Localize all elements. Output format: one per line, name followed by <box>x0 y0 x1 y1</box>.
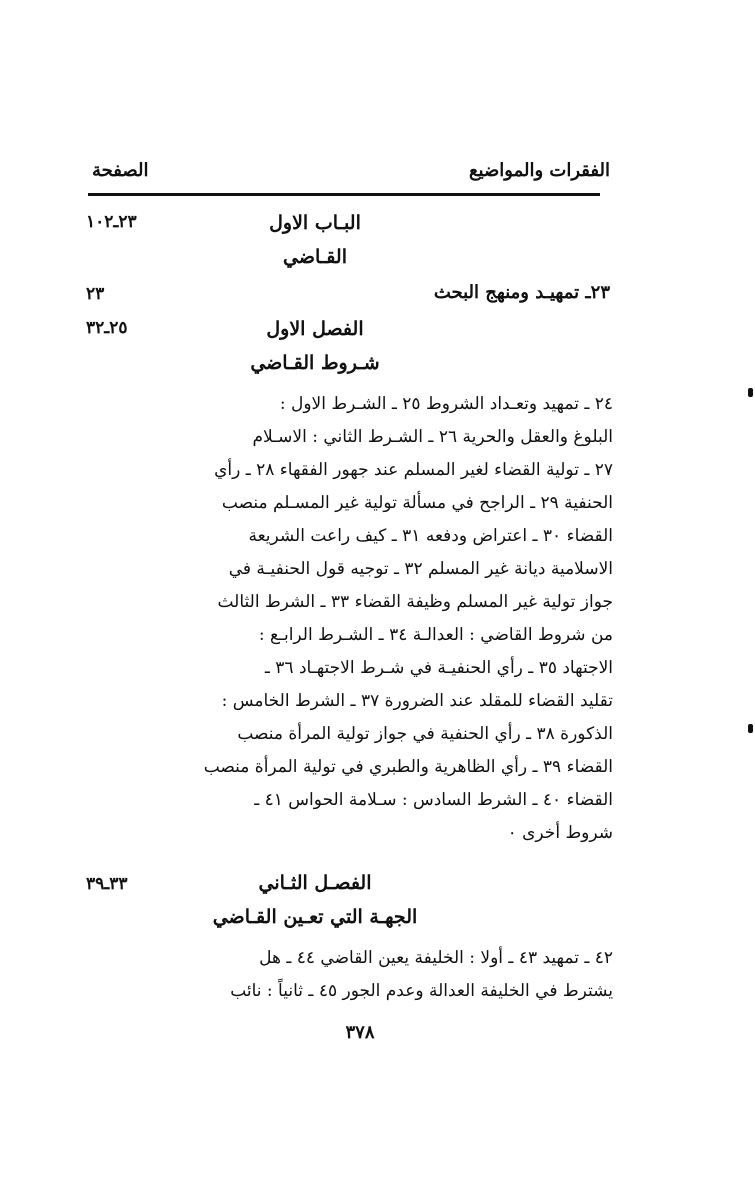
part-pages: ٢٣ـ١٠٢ <box>86 212 137 232</box>
content-line: يشترط في الخليفة العدالة وعدم الجور ٤٥ ـ ثانياً : نائب <box>230 981 613 1001</box>
intro-title: ٢٣ـ تمهيـد ومنهج البحث <box>433 282 610 303</box>
column-header-page: الصفحة <box>92 160 149 181</box>
page-number: ٣٧٨ <box>345 1022 375 1043</box>
content-line: ٢٧ ـ تولية القضاء لغير المسلم عند جهور الفقهاء ٢٨ ـ رأي <box>214 460 613 480</box>
content-line: الذكورة ٣٨ ـ رأي الحنفية في جواز تولية المرأة منصب <box>237 724 613 744</box>
content-line: تقليد القضاء للمقلد عند الضرورة ٣٧ ـ الشرط الخامس : <box>221 691 613 711</box>
chapter1-subtitle: شـروط القـاضي <box>250 352 380 374</box>
content-line: الاجتهاد ٣٥ ـ رأي الحنفيـة في شـرط الاجتهـاد ٣٦ ـ <box>264 658 613 678</box>
part-title: البـاب الاول <box>269 212 361 234</box>
chapter2-pages: ٣٣ـ٣٩ <box>86 874 128 894</box>
content-line: القضاء ٤٠ ـ الشرط السادس : سـلامة الحواس ٤١ ـ <box>254 790 613 810</box>
chapter1-title: الفصل الاول <box>266 318 364 340</box>
content-line: ٢٤ ـ تمهيد وتعـداد الشروط ٢٥ ـ الشـرط الاول : <box>279 394 613 414</box>
header-rule <box>88 193 600 196</box>
content-line: القضاء ٣٩ ـ رأي الظاهرية والطبري في تولية المرأة منصب <box>203 757 613 777</box>
chapter2-subtitle: الجهـة التي تعـين القـاضي <box>212 906 418 928</box>
content-line: شروط أخرى ٠ <box>507 823 613 843</box>
content-line: جواز تولية غير المسلم وظيفة القضاء ٣٣ ـ الشرط الثالث <box>217 592 613 612</box>
content-line: ٤٢ ـ تمهيد ٤٣ ـ أولا : الخليفة يعين القاضي ٤٤ ـ هل <box>259 948 613 968</box>
column-header-topics: الفقرات والمواضيع <box>468 160 610 181</box>
part-subtitle: القـاضي <box>282 246 347 268</box>
content-line: البلوغ والعقل والحرية ٢٦ ـ الشـرط الثاني : الاسـلام <box>252 427 613 447</box>
chapter1-contents <box>195 388 613 850</box>
content-line: الحنفية ٢٩ ـ الراجح في مسألة تولية غير المسـلم منصب <box>221 493 613 513</box>
intro-pages: ٢٣ <box>86 284 105 304</box>
margin-mark <box>748 724 753 733</box>
margin-mark <box>748 388 753 397</box>
content-line: الاسلامية ديانة غير المسلم ٣٢ ـ توجيه قول الحنفيـة في <box>228 559 613 579</box>
chapter2-title: الفصـل الثـاني <box>258 872 372 894</box>
content-line: القضاء ٣٠ ـ اعتراض ودفعه ٣١ ـ كيف راعت الشريعة <box>248 526 613 546</box>
chapter2-contents <box>195 942 613 1008</box>
content-line: من شروط القاضي : العدالـة ٣٤ ـ الشـرط الرابـع : <box>258 625 613 645</box>
chapter1-pages: ٢٥ـ٣٢ <box>86 318 128 338</box>
